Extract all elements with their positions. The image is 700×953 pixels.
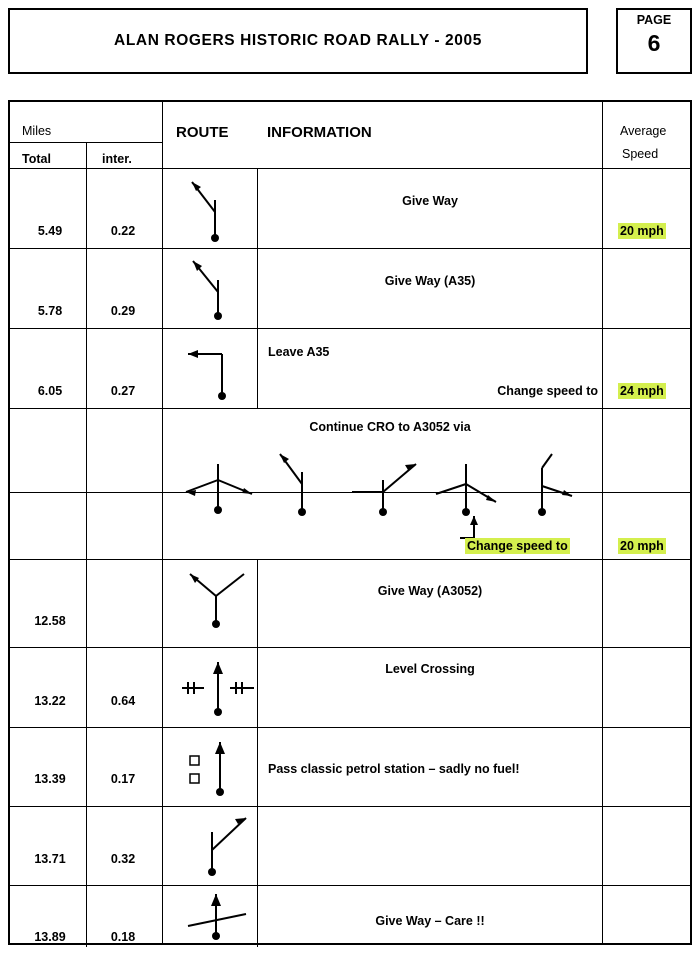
- info-text: Give Way (A3052): [377, 584, 483, 598]
- title-box: [8, 8, 588, 74]
- page-number-box: [616, 8, 692, 74]
- grid-vline: [257, 168, 258, 408]
- info-text: Pass classic petrol station – sadly no fuel!: [268, 762, 520, 776]
- page-label: PAGE: [636, 13, 672, 27]
- table-row: 0.32: [110, 852, 136, 866]
- info-text-secondary: Change speed to: [497, 384, 598, 398]
- route-icon-y-junction-arrow: [170, 564, 256, 644]
- table-row: 6.05: [37, 384, 63, 398]
- grid-hline: [10, 727, 690, 728]
- speed-value: 20 mph: [620, 224, 664, 238]
- info-text-secondary: [465, 539, 570, 553]
- speed-text: [618, 224, 666, 238]
- route-icon-five-junction-diagram-row: [170, 442, 600, 552]
- col-header-average: Average: [620, 124, 667, 138]
- grid-hline: [10, 806, 690, 807]
- table-row: 0.22: [110, 224, 136, 238]
- col-header-speed: Speed: [622, 147, 659, 161]
- table-row: 13.71: [34, 852, 66, 866]
- route-icon-junction-left-fork-arrow: [170, 254, 256, 324]
- page-header: [8, 8, 692, 76]
- grid-hline: [10, 885, 690, 886]
- grid-hline: [10, 248, 690, 249]
- change-speed-label: Change speed to: [467, 539, 568, 553]
- info-text: Leave A35: [268, 345, 330, 359]
- grid-hline: [10, 559, 690, 560]
- speed-value: 24 mph: [620, 384, 664, 398]
- table-row: 5.49: [37, 224, 63, 238]
- table-row: 0.17: [110, 772, 136, 786]
- route-table: [8, 100, 692, 945]
- col-header-total: Total: [22, 152, 51, 166]
- route-icon-junction-left-turn-arrow: [170, 334, 256, 404]
- speed-text: [618, 539, 666, 553]
- page-title: ALAN ROGERS HISTORIC ROAD RALLY - 2005: [114, 32, 482, 49]
- grid-hline: [10, 647, 690, 648]
- table-row: 12.58: [34, 614, 66, 628]
- grid-hline: [10, 168, 690, 169]
- table-row: 13.22: [34, 694, 66, 708]
- info-text: Level Crossing: [385, 662, 475, 676]
- col-header-route: ROUTE: [176, 124, 229, 141]
- grid-hline: [10, 408, 690, 409]
- route-icon-straight-ahead-with-buildings: [168, 730, 258, 804]
- route-icon-level-crossing-symbol: [168, 650, 258, 724]
- col-header-miles: Miles: [22, 124, 52, 138]
- grid-vline: [602, 102, 603, 943]
- table-row: 0.64: [110, 694, 136, 708]
- table-row: 0.18: [110, 930, 136, 944]
- table-row: 0.29: [110, 304, 136, 318]
- info-text: Give Way – Care !!: [375, 914, 485, 928]
- page-number: 6: [647, 30, 661, 56]
- grid-vline: [162, 102, 163, 943]
- speed-value: 20 mph: [620, 539, 664, 553]
- route-icon-junction-left-fork-arrow: [170, 174, 256, 244]
- table-row: 13.89: [34, 930, 66, 944]
- info-text: Give Way: [402, 194, 458, 208]
- route-icon-junction-right-fork-arrow: [170, 810, 256, 882]
- grid-vline: [86, 142, 87, 947]
- table-row: 0.27: [110, 384, 136, 398]
- table-row: 13.39: [34, 772, 66, 786]
- info-text: Continue CRO to A3052 via: [309, 420, 471, 434]
- col-header-information: INFORMATION: [267, 124, 372, 141]
- table-row: 5.78: [37, 304, 63, 318]
- speed-text: [618, 384, 666, 398]
- route-icon-crossroads-straight-arrow: [168, 888, 258, 946]
- col-header-inter: inter.: [102, 152, 132, 166]
- info-text: Give Way (A35): [384, 274, 476, 288]
- grid-hline: [10, 328, 690, 329]
